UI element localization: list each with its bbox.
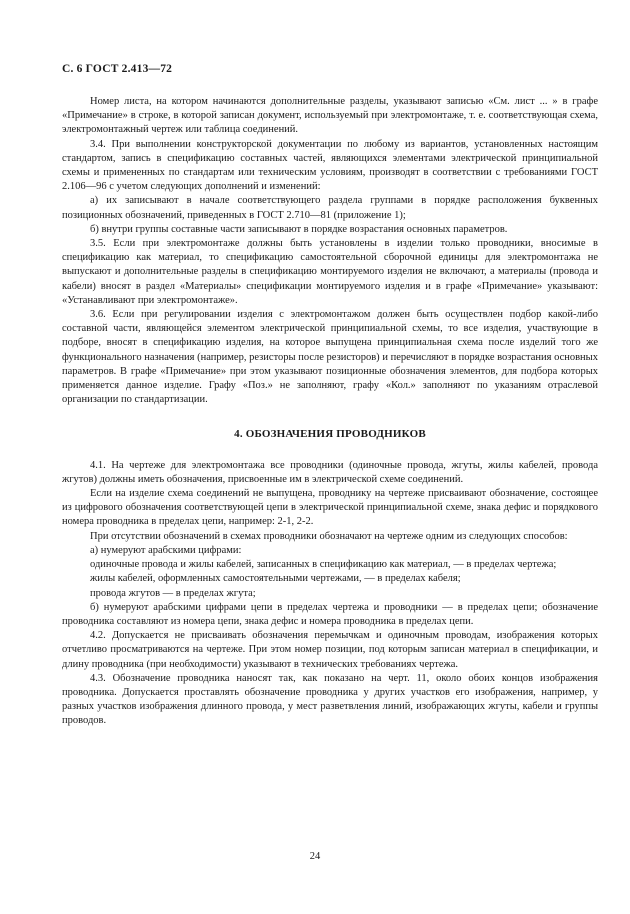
paragraph-p1: Номер листа, на котором начинаются дополнительные разделы, указывают записью «См. лист ... » в графе «Примечание» в строке, в которой записан документ, используемый при электромонтаже, т. е. соответствующая схема, электромонтажный чертеж или таблица соединений. — [62, 96, 598, 136]
paragraph-p6: 3.6. Если при регулировании изделия с электромонтажом должен быть осуществлен подбор какой-либо составной части, являющейся элементом электрической принципиальной схемы, то все изделия, участвующие в подборе, вносят в спецификацию изделия, на которое выпущена принципиальная схема после изделий того же функционального назначения (например, резисторы после резисторов) и перечисляют в порядке возрастания основных параметров. В графе «Примечание» при этом указывают позиционные обозначения элементов, для подбора которых применяется данное изделие. Графу «Поз.» не заполняют, графу «Кол.» заполняют по указаниям отраслевой организации по стандартизации. — [62, 309, 598, 406]
paragraph-q8: б) нумеруют арабскими цифрами цепи в пределах чертежа и проводники — в пределах цепи; обозначение проводника составляют из номера цепи, знака дефис и номера проводника в пределах цепи. — [62, 601, 598, 627]
paragraph-q5: одиночные провода и жилы кабелей, записанных в спецификацию как материал, — в пределах чертежа; — [90, 559, 557, 571]
paragraph-p5: 3.5. Если при электромонтаже должны быть установлены в изделии только проводники, вносимые в спецификацию как материал, то спецификацию самостоятельной сборочной единицы для электромонтажа не выпускают и дополнительные разделы в спецификацию монтируемого изделия не включают, а материалы (провода и кабели) вносят в раздел «Материалы» спецификации монтируемого изделия и в графе «Примечание» указывают: «Устанавливают при электромонтаже». — [62, 238, 598, 306]
paragraph-q10: 4.3. Обозначение проводника наносят так, как показано на черт. 11, около обоих концов изображения проводника. Допускается проставлять обозначение проводника у других участков его изображения, например, у разных участков изображения длинного провода, у мест разветвления линий, изображающих жгуты, кабели и группы проводов. — [62, 672, 598, 727]
paragraphs-top — [62, 95, 598, 407]
paragraphs-bottom — [62, 459, 598, 729]
paragraph-p2: 3.4. При выполнении конструкторской документации по любому из вариантов, установленных настоящим стандартом, запись в спецификацию составных частей, являющихся элементами электрической принципиальной схемы и примененных по стандартам или техническим условиям, производят в соответствии с требованиями ГОСТ 2.106—96 с учетом следующих дополнений и изменений: — [62, 138, 598, 193]
page-number: 24 — [309, 851, 321, 862]
paragraph-q6: жилы кабелей, оформленных самостоятельными чертежами, — в пределах кабеля; — [90, 573, 461, 585]
section-title: 4. ОБОЗНАЧЕНИЯ ПРОВОДНИКОВ — [234, 428, 426, 441]
paragraph-p3: а) их записывают в начале соответствующего раздела группами в порядке расположения буквенных позиционных обозначений, приведенных в ГОСТ 2.710—81 (приложение 1); — [62, 195, 598, 221]
paragraph-q7: провода жгутов — в пределах жгута; — [90, 587, 256, 599]
page-header: С. 6 ГОСТ 2.413—72 — [62, 63, 173, 75]
document-body — [62, 95, 598, 729]
paragraph-q3: При отсутствии обозначений в схемах проводники обозначают на чертеже одним из следующих способов: — [90, 530, 568, 542]
paragraph-q2: Если на изделие схема соединений не выпущена, проводнику на чертеже присваивают обозначение, состоящее из цифрового обозначения соответствующей цепи в электрической принципиальной схеме, знака дефис и порядкового номера проводника в пределах цепи, например: 2-1, 2-2. — [62, 488, 598, 528]
paragraph-q1: 4.1. На чертеже для электромонтажа все проводники (одиночные провода, жгуты, жилы кабелей, провода жгутов) должны иметь обозначения, присвоенные им в электрической схеме соединений. — [62, 459, 598, 485]
paragraph-q9: 4.2. Допускается не присваивать обозначения перемычкам и одиночным проводам, изображения которых отчетливо просматриваются на чертеже. При этом номер позиции, под которым записан материал в спецификации, и длину проводника (при необходимости) указывают в технических требованиях чертежа. — [62, 630, 598, 670]
paragraph-q4: а) нумеруют арабскими цифрами: — [90, 544, 242, 556]
paragraph-p4: б) внутри группы составные части записывают в порядке возрастания основных параметров. — [90, 223, 508, 235]
